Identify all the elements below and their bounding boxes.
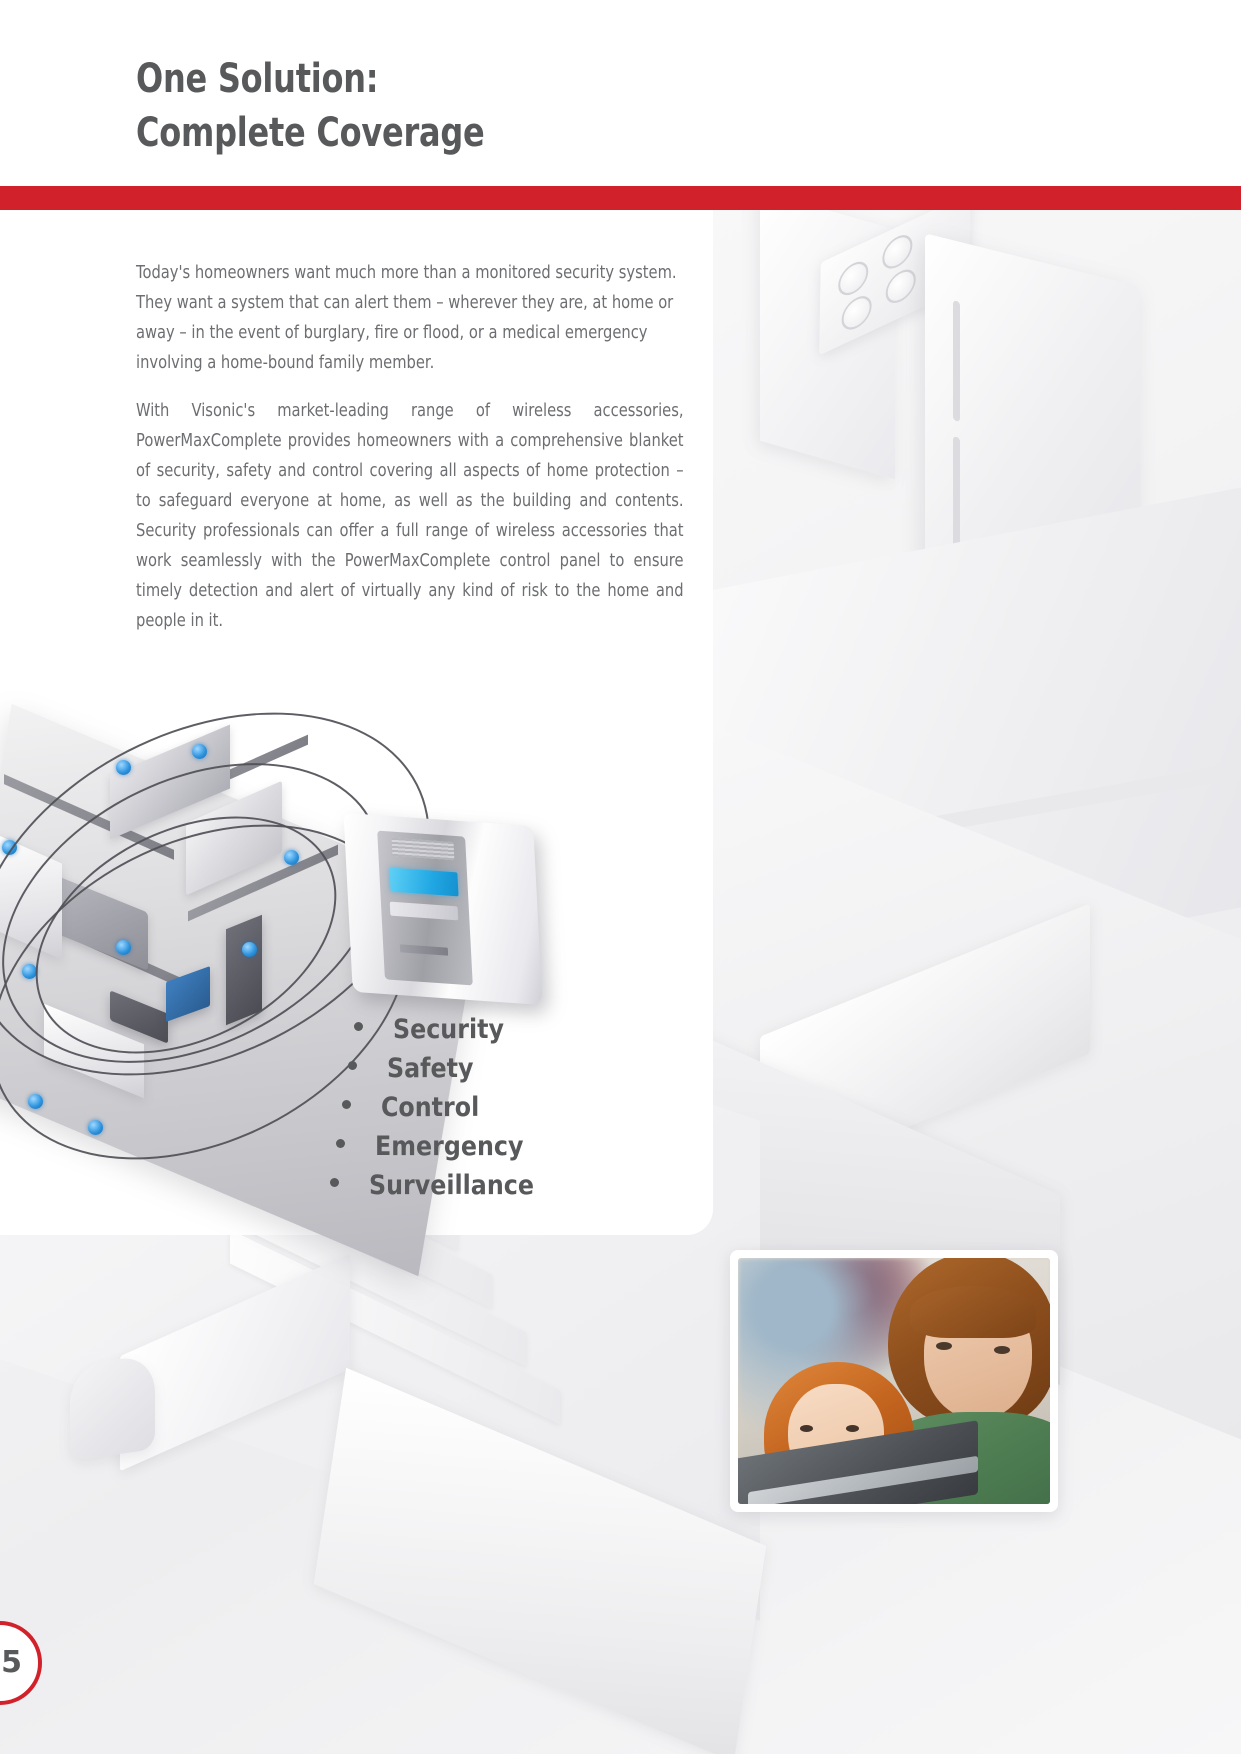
- iso-door-panel: [226, 915, 262, 1026]
- photo-child-eye: [846, 1425, 859, 1432]
- feature-list-item: [330, 1092, 556, 1131]
- page-title-line-2: Complete Coverage: [136, 110, 485, 156]
- sensor-dot-icon: [192, 744, 207, 759]
- page-number: 5: [1, 1645, 22, 1680]
- photo-mother-and-child: [730, 1250, 1058, 1512]
- feature-label-surveillance: Surveillance: [369, 1170, 534, 1201]
- feature-label-safety: Safety: [387, 1053, 474, 1084]
- body-text-column: [136, 258, 684, 654]
- sensor-dot-icon: [284, 850, 299, 865]
- photo-woman-eye: [936, 1342, 952, 1350]
- feature-label-security: Security: [393, 1014, 504, 1045]
- feature-label-control: Control: [381, 1092, 480, 1123]
- feature-list-item: [330, 1170, 556, 1209]
- photo-woman-eye: [994, 1346, 1010, 1354]
- sensor-dot-icon: [28, 1094, 43, 1109]
- photo-woman-bangs: [910, 1286, 1036, 1338]
- feature-list-item: [330, 1014, 556, 1053]
- bullet-dot-icon: [354, 1022, 363, 1031]
- sensor-dot-icon: [116, 760, 131, 775]
- sensor-dot-icon: [88, 1120, 103, 1135]
- sensor-dot-icon: [22, 964, 37, 979]
- page-header: [0, 0, 1241, 186]
- bullet-dot-icon: [330, 1178, 339, 1187]
- bullet-dot-icon: [348, 1061, 357, 1070]
- body-paragraph-1: Today's homeowners want much more than a monitored security system. They want a system that can alert them – wherever they are, at home or away – in the event of burglary, fire or flood, or a medical emergency involving a home-bound family member.: [136, 263, 677, 373]
- photo-child-eye: [800, 1425, 813, 1432]
- feature-list: [330, 1014, 556, 1209]
- control-panel-device: [348, 820, 538, 998]
- page-title-line-1: One Solution:: [136, 56, 379, 102]
- sensor-dot-icon: [2, 840, 17, 855]
- feature-list-item: [330, 1131, 556, 1170]
- bullet-dot-icon: [342, 1100, 351, 1109]
- sensor-dot-icon: [116, 940, 131, 955]
- feature-label-emergency: Emergency: [375, 1131, 524, 1162]
- page-title: [136, 52, 484, 160]
- body-paragraph-2: With Visonic's market-leading range of wireless accessories, PowerMaxComplete provides homeowners with a comprehensive blanket of security, safety and control covering all aspects of home protection – to safeguard everyone at home, as well as the building and contents. Security professionals can offer a full range of wireless accessories that work seamlessly with the PowerMaxComplete control panel to ensure timely detection and alert of virtually any kind of risk to the home and people in it.: [136, 401, 684, 631]
- sensor-dot-icon: [242, 942, 257, 957]
- feature-list-item: [330, 1053, 556, 1092]
- photo-image: [738, 1258, 1050, 1504]
- header-red-rule: [0, 186, 1241, 210]
- bullet-dot-icon: [336, 1139, 345, 1148]
- control-panel-display: [389, 868, 458, 897]
